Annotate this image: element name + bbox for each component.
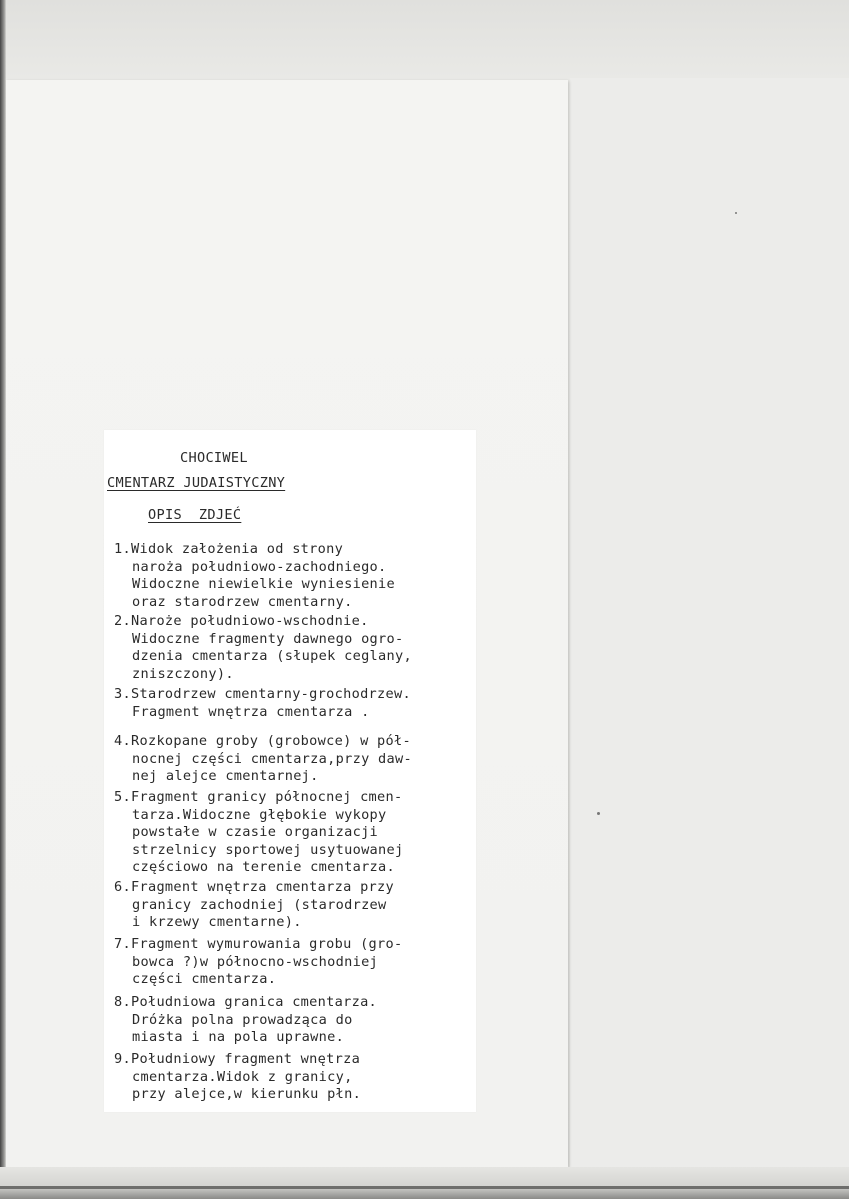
list-item-number: 4. <box>114 733 131 749</box>
dust-speck <box>735 212 737 214</box>
list-item-line: granicy zachodniej (starodrzew <box>132 896 387 913</box>
list-item-line: Fragment wnętrza cmentarza . <box>132 703 370 720</box>
list-item-line: Naroże południowo-wschodnie. <box>131 613 369 629</box>
list-item-line: Południowy fragment wnętrza <box>131 1051 361 1067</box>
list-item-line: Południowa granica cmentarza. <box>131 994 378 1010</box>
list-item-line: powstałe w czasie organizacji <box>132 824 379 841</box>
list-item-number: 3. <box>114 686 131 702</box>
list-item-line: Fragment granicy północnej cmen- <box>131 789 403 805</box>
bottom-edge <box>0 1186 849 1189</box>
bottom-band <box>0 1167 849 1199</box>
list-item-line: przy alejce,w kierunku płn. <box>132 1086 362 1103</box>
place-heading: CHOCIWEL <box>180 450 248 466</box>
list-item-line: i krzewy cmentarne). <box>132 914 302 931</box>
list-item-line: Widoczne fragmenty dawnego ogro- <box>132 630 404 647</box>
list-item-line: zniszczony). <box>132 665 234 682</box>
list-item-line: nej alejce cmentarnej. <box>132 768 319 785</box>
list-item-line: oraz starodrzew cmentarny. <box>132 593 353 610</box>
list-item-line: części cmentarza. <box>132 971 277 988</box>
dust-speck <box>597 812 600 815</box>
list-item-line: Rozkopane groby (grobowce) w pół- <box>131 733 411 749</box>
photo-description-heading: OPIS ZDJEĆ <box>148 507 242 523</box>
list-item-line: nocnej części cmentarza,przy daw- <box>132 750 412 767</box>
list-item-line: częściowo na terenie cmentarza. <box>132 859 396 876</box>
list-item-line: Fragment wnętrza cmentarza przy <box>131 879 395 895</box>
list-item-line: bowca ?)w północno-wschodniej <box>132 953 379 970</box>
list-item-line: Widok założenia od strony <box>131 541 344 557</box>
list-item-number: 5. <box>114 789 131 805</box>
list-item-line: strzelnicy sportowej usytuowanej <box>132 841 404 858</box>
backing-right-area <box>570 78 849 1168</box>
list-item-number: 2. <box>114 613 131 629</box>
list-item-line: Starodrzew cmentarny-grochodrzew. <box>131 686 411 702</box>
list-item-line: Fragment wymurowania grobu (gro- <box>131 936 403 952</box>
list-item-number: 9. <box>114 1051 131 1067</box>
list-item-line: cmentarza.Widok z granicy, <box>132 1068 353 1085</box>
list-item-line: dzenia cmentarza (słupek ceglany, <box>132 648 412 665</box>
subject-heading: CMENTARZ JUDAISTYCZNY <box>107 475 286 491</box>
list-item-number: 1. <box>114 541 131 557</box>
list-item-number: 7. <box>114 936 131 952</box>
top-shadow <box>6 0 849 78</box>
list-item-line: Widoczne niewielkie wyniesienie <box>132 576 396 593</box>
list-item-line: tarza.Widoczne głębokie wykopy <box>132 806 387 823</box>
list-item-number: 6. <box>114 879 131 895</box>
list-item-line: naroża południowo-zachodniego. <box>132 558 387 575</box>
list-item-line: Dróżka polna prowadząca do <box>132 1011 353 1028</box>
list-item-line: miasta i na pola uprawne. <box>132 1029 345 1046</box>
left-binding-edge <box>0 0 6 1199</box>
list-item-number: 8. <box>114 994 131 1010</box>
